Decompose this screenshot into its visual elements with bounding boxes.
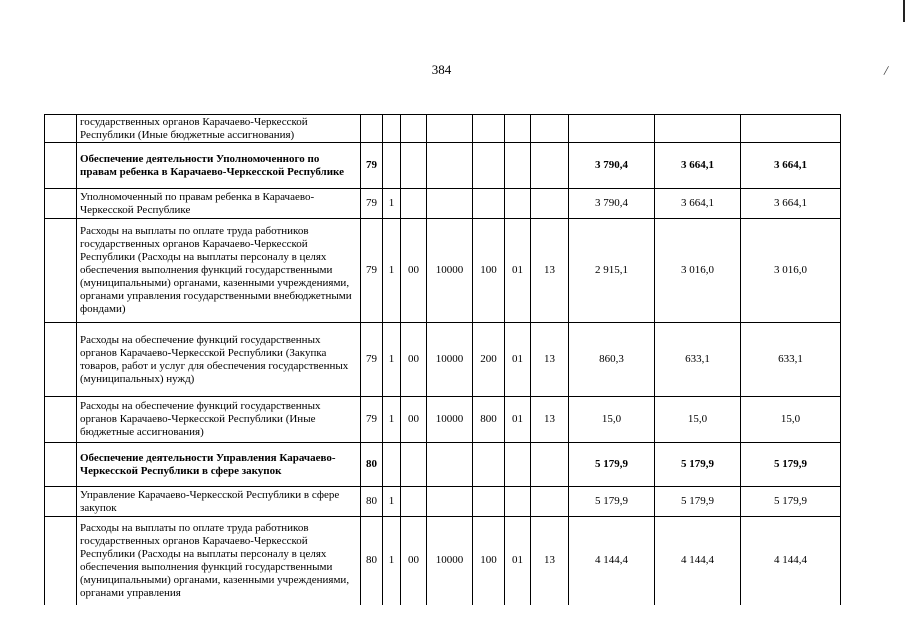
section-code-cell [383,143,401,189]
subsection-code-cell: 00 [401,323,427,397]
amount-year3-cell: 5 179,9 [741,443,841,487]
row-index-cell [45,143,77,189]
ministry-code-cell: 79 [361,143,383,189]
table-row [45,189,841,219]
ministry-code-cell: 79 [361,189,383,219]
row-index-cell [45,219,77,323]
target-code-cell [427,189,473,219]
ministry-code-cell: 80 [361,487,383,517]
section-code-cell: 1 [383,323,401,397]
amount-year2-cell: 633,1 [655,323,741,397]
code-cell: 01 [505,397,531,443]
amount-year3-cell: 3 016,0 [741,219,841,323]
section-code-cell: 1 [383,189,401,219]
code-cell [505,189,531,219]
expense-type-cell [473,189,505,219]
ministry-code-cell: 80 [361,443,383,487]
section-code-cell: 1 [383,517,401,605]
amount-year2-cell [655,115,741,143]
item-name-cell: Управление Карачаево-Черкесской Республики в сфере закупок [77,487,361,517]
code-cell: 01 [505,323,531,397]
amount-year1-cell [569,115,655,143]
expense-type-cell: 100 [473,219,505,323]
target-code-cell [427,143,473,189]
amount-year3-cell: 3 664,1 [741,143,841,189]
section-code-cell [383,443,401,487]
ministry-code-cell: 79 [361,397,383,443]
source-code-cell [531,189,569,219]
code-cell [505,143,531,189]
target-code-cell: 10000 [427,219,473,323]
row-index-cell [45,487,77,517]
ministry-code-cell: 79 [361,219,383,323]
ministry-code-cell: 80 [361,517,383,605]
amount-year2-cell: 5 179,9 [655,487,741,517]
table-row [45,219,841,323]
source-code-cell [531,143,569,189]
table-row [45,397,841,443]
source-code-cell [531,487,569,517]
subsection-code-cell [401,143,427,189]
source-code-cell: 13 [531,397,569,443]
subsection-code-cell [401,189,427,219]
page-number: 384 [431,62,452,77]
table-row [45,487,841,517]
code-cell: 01 [505,219,531,323]
expense-type-cell [473,443,505,487]
amount-year1-cell: 5 179,9 [569,443,655,487]
budget-table-body [45,115,841,605]
section-code-cell: 1 [383,397,401,443]
amount-year2-cell: 15,0 [655,397,741,443]
amount-year1-cell: 3 790,4 [569,143,655,189]
item-name-cell: Расходы на обеспечение функций государственных органов Карачаево-Черкесской Республики (Иные бюджетные ассигнования) [77,397,361,443]
amount-year3-cell: 15,0 [741,397,841,443]
code-cell [505,115,531,143]
expense-type-cell: 100 [473,517,505,605]
amount-year3-cell [741,115,841,143]
amount-year1-cell: 15,0 [569,397,655,443]
target-code-cell: 10000 [427,397,473,443]
expense-type-cell [473,115,505,143]
source-code-cell [531,115,569,143]
row-index-cell [45,397,77,443]
target-code-cell [427,487,473,517]
item-name-cell: Расходы на выплаты по оплате труда работников государственных органов Карачаево-Черкесской Республики (Расходы на выплаты персоналу в целях обеспечения выполнения функций государственными (муниципальными) органами, казенными учреждениями, органами управления государственными внебюджетными фондами) [77,219,361,323]
amount-year3-cell: 4 144,4 [741,517,841,605]
budget-table [44,114,841,605]
table-row [45,143,841,189]
ministry-code-cell: 79 [361,323,383,397]
ministry-code-cell [361,115,383,143]
subsection-code-cell [401,443,427,487]
scan-artifact: / [882,63,890,80]
source-code-cell [531,443,569,487]
amount-year2-cell: 3 664,1 [655,143,741,189]
source-code-cell: 13 [531,517,569,605]
amount-year2-cell: 5 179,9 [655,443,741,487]
amount-year1-cell: 5 179,9 [569,487,655,517]
row-index-cell [45,323,77,397]
target-code-cell: 10000 [427,517,473,605]
code-cell: 01 [505,517,531,605]
item-name-cell: Уполномоченный по правам ребенка в Карачаево-Черкесской Республике [77,189,361,219]
table-row [45,517,841,605]
amount-year1-cell: 2 915,1 [569,219,655,323]
table-row [45,115,841,143]
row-index-cell [45,443,77,487]
target-code-cell [427,443,473,487]
expense-type-cell: 800 [473,397,505,443]
expense-type-cell [473,143,505,189]
subsection-code-cell: 00 [401,397,427,443]
code-cell [505,443,531,487]
target-code-cell: 10000 [427,323,473,397]
expense-type-cell: 200 [473,323,505,397]
subsection-code-cell: 00 [401,219,427,323]
item-name-cell: Расходы на обеспечение функций государственных органов Карачаево-Черкесской Республики (Закупка товаров, работ и услуг для обеспечения государственных (муниципальных) нужд) [77,323,361,397]
subsection-code-cell [401,487,427,517]
amount-year2-cell: 4 144,4 [655,517,741,605]
subsection-code-cell [401,115,427,143]
section-code-cell: 1 [383,219,401,323]
item-name-cell: Обеспечение деятельности Управления Карачаево-Черкесской Республики в сфере закупок [77,443,361,487]
row-index-cell [45,115,77,143]
code-cell [505,487,531,517]
section-code-cell: 1 [383,487,401,517]
source-code-cell: 13 [531,219,569,323]
item-name-cell: Расходы на выплаты по оплате труда работников государственных органов Карачаево-Черкесской Республики (Расходы на выплаты персоналу в целях обеспечения выполнения функций государственными (муниципальными) органами, казенными учреждениями, органами управления [77,517,361,605]
item-name-cell: государственных органов Карачаево-Черкесской Республики (Иные бюджетные ассигнования) [77,115,361,143]
row-index-cell [45,517,77,605]
table-row [45,323,841,397]
expense-type-cell [473,487,505,517]
subsection-code-cell: 00 [401,517,427,605]
amount-year1-cell: 860,3 [569,323,655,397]
amount-year2-cell: 3 664,1 [655,189,741,219]
row-index-cell [45,189,77,219]
item-name-cell: Обеспечение деятельности Уполномоченного по правам ребенка в Карачаево-Черкесской Республике [77,143,361,189]
amount-year3-cell: 5 179,9 [741,487,841,517]
amount-year3-cell: 633,1 [741,323,841,397]
table-row [45,443,841,487]
target-code-cell [427,115,473,143]
amount-year1-cell: 4 144,4 [569,517,655,605]
section-code-cell [383,115,401,143]
amount-year3-cell: 3 664,1 [741,189,841,219]
amount-year2-cell: 3 016,0 [655,219,741,323]
amount-year1-cell: 3 790,4 [569,189,655,219]
source-code-cell: 13 [531,323,569,397]
